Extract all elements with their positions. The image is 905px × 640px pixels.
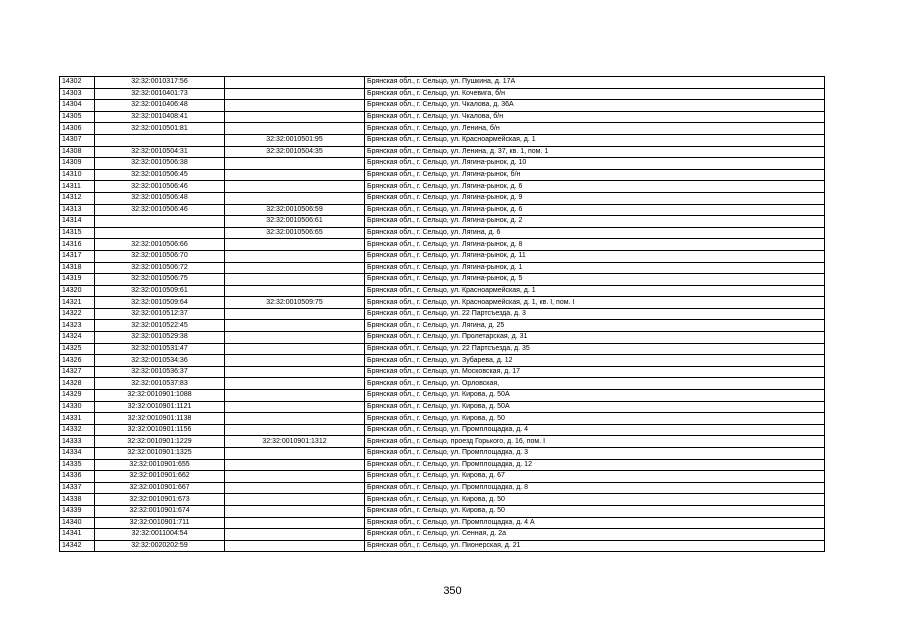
address-cell: Брянская обл., г. Сельцо, ул. Красноармейская, д. 1 [365,134,825,146]
cadastral-number-cell: 32:32:0011004:54 [95,529,225,541]
table-row [60,471,825,483]
row-number-cell: 14336 [60,471,95,483]
address-cell: Брянская обл., г. Сельцо, ул. Промплощадка, д. 4 [365,424,825,436]
cadastral-number-cell: 32:32:0010506:46 [95,204,225,216]
row-number-cell: 14304 [60,100,95,112]
secondary-cadastral-number-cell [225,355,365,367]
cadastral-number-cell: 32:32:0010537:83 [95,378,225,390]
row-number-cell: 14315 [60,227,95,239]
address-cell: Брянская обл., г. Сельцо, ул. Лягина-рынок, д. 6 [365,181,825,193]
row-number-cell: 14338 [60,494,95,506]
table-row [60,285,825,297]
address-cell: Брянская обл., г. Сельцо, ул. Кирова, д. 50 [365,494,825,506]
address-cell: Брянская обл., г. Сельцо, ул. Красноармейская, д. 1 [365,285,825,297]
address-cell: Брянская обл., г. Сельцо, ул. Зубарева, д. 12 [365,355,825,367]
address-cell: Брянская обл., г. Сельцо, ул. Кирова, д. 50А [365,401,825,413]
table-row [60,158,825,170]
secondary-cadastral-number-cell [225,262,365,274]
table-row [60,262,825,274]
address-cell: Брянская обл., г. Сельцо, ул. 22 Партсъезда, д. 35 [365,343,825,355]
address-cell: Брянская обл., г. Сельцо, ул. Лягина-рынок, д. 10 [365,158,825,170]
row-number-cell: 14303 [60,88,95,100]
table-row [60,123,825,135]
cadastral-number-cell: 32:32:0010506:46 [95,181,225,193]
table-row [60,250,825,262]
cadastral-number-cell: 32:32:0010408:41 [95,111,225,123]
table-row [60,111,825,123]
secondary-cadastral-number-cell [225,111,365,123]
address-cell: Брянская обл., г. Сельцо, ул. Красноармейская, д. 1, кв. I, пом. I [365,297,825,309]
row-number-cell: 14326 [60,355,95,367]
address-cell: Брянская обл., г. Сельцо, ул. Кирова, д. 50А [365,390,825,402]
table-row [60,77,825,89]
row-number-cell: 14302 [60,77,95,89]
row-number-cell: 14323 [60,320,95,332]
cadastral-number-cell: 32:32:0010901:655 [95,459,225,471]
cadastral-number-cell: 32:32:0010512:37 [95,308,225,320]
secondary-cadastral-number-cell: 32:32:0010501:95 [225,134,365,146]
secondary-cadastral-number-cell [225,378,365,390]
row-number-cell: 14316 [60,239,95,251]
address-cell: Брянская обл., г. Сельцо, ул. Лягина-рынок, д. 8 [365,239,825,251]
table-row [60,146,825,158]
row-number-cell: 14310 [60,169,95,181]
secondary-cadastral-number-cell [225,494,365,506]
address-cell: Брянская обл., г. Сельцо, ул. Промплощадка, д. 4 А [365,517,825,529]
address-cell: Брянская обл., г. Сельцо, ул. Кирова, д. 50 [365,413,825,425]
row-number-cell: 14339 [60,505,95,517]
secondary-cadastral-number-cell [225,366,365,378]
secondary-cadastral-number-cell: 32:32:0010504:35 [225,146,365,158]
row-number-cell: 14337 [60,482,95,494]
address-cell: Брянская обл., г. Сельцо, ул. Пушкина, д. 17А [365,77,825,89]
table-row [60,390,825,402]
table-row [60,459,825,471]
secondary-cadastral-number-cell [225,424,365,436]
address-cell: Брянская обл., г. Сельцо, ул. Ленина, д. 37, кв. 1, пом. 1 [365,146,825,158]
secondary-cadastral-number-cell [225,540,365,552]
row-number-cell: 14318 [60,262,95,274]
registry-table [59,76,825,552]
cadastral-number-cell: 32:32:0010901:1156 [95,424,225,436]
table-row [60,216,825,228]
secondary-cadastral-number-cell [225,332,365,344]
cadastral-number-cell: 32:32:0010901:711 [95,517,225,529]
table-row [60,192,825,204]
secondary-cadastral-number-cell [225,239,365,251]
cadastral-number-cell: 32:32:0010901:667 [95,482,225,494]
row-number-cell: 14333 [60,436,95,448]
row-number-cell: 14327 [60,366,95,378]
cadastral-number-cell [95,227,225,239]
address-cell: Брянская обл., г. Сельцо, ул. Пролетарская, д. 31 [365,332,825,344]
row-number-cell: 14334 [60,448,95,460]
cadastral-number-cell: 32:32:0010901:673 [95,494,225,506]
cadastral-number-cell: 32:32:0010901:1138 [95,413,225,425]
secondary-cadastral-number-cell [225,459,365,471]
address-cell: Брянская обл., г. Сельцо, ул. Чкалова, д. 36А [365,100,825,112]
table-row [60,401,825,413]
table-row [60,204,825,216]
address-cell: Брянская обл., г. Сельцо, проезд Горького, д. 16, пом. I [365,436,825,448]
table-row [60,424,825,436]
address-cell: Брянская обл., г. Сельцо, ул. Кочевига, б/н [365,88,825,100]
secondary-cadastral-number-cell [225,169,365,181]
cadastral-number-cell: 32:32:0010901:662 [95,471,225,483]
cadastral-number-cell: 32:32:0010506:72 [95,262,225,274]
row-number-cell: 14305 [60,111,95,123]
cadastral-number-cell [95,134,225,146]
table-row [60,355,825,367]
table-row [60,482,825,494]
cadastral-number-cell: 32:32:0010506:45 [95,169,225,181]
table-row [60,274,825,286]
row-number-cell: 14320 [60,285,95,297]
address-cell: Брянская обл., г. Сельцо, ул. Пионерская, д. 21 [365,540,825,552]
table-row [60,343,825,355]
row-number-cell: 14319 [60,274,95,286]
table-row [60,88,825,100]
secondary-cadastral-number-cell [225,77,365,89]
address-cell: Брянская обл., г. Сельцо, ул. Лягина-рынок, д. 2 [365,216,825,228]
row-number-cell: 14321 [60,297,95,309]
cadastral-number-cell: 32:32:0010901:674 [95,505,225,517]
cadastral-number-cell: 32:32:0010522:45 [95,320,225,332]
row-number-cell: 14309 [60,158,95,170]
secondary-cadastral-number-cell: 32:32:0010506:65 [225,227,365,239]
secondary-cadastral-number-cell [225,250,365,262]
cadastral-number-cell: 32:32:0010506:70 [95,250,225,262]
address-cell: Брянская обл., г. Сельцо, ул. 22 Партсъезда, д. 3 [365,308,825,320]
table-row [60,436,825,448]
secondary-cadastral-number-cell [225,482,365,494]
cadastral-number-cell: 32:32:0010509:64 [95,297,225,309]
row-number-cell: 14317 [60,250,95,262]
secondary-cadastral-number-cell [225,285,365,297]
address-cell: Брянская обл., г. Сельцо, ул. Лягина-рынок, б/н [365,169,825,181]
table-row [60,134,825,146]
cadastral-number-cell: 32:32:0010531:47 [95,343,225,355]
cadastral-number-cell: 32:32:0010529:38 [95,332,225,344]
address-cell: Брянская обл., г. Сельцо, ул. Орловская, [365,378,825,390]
row-number-cell: 14322 [60,308,95,320]
table-row [60,448,825,460]
address-cell: Брянская обл., г. Сельцо, ул. Кирова, д. 67 [365,471,825,483]
table-row [60,227,825,239]
row-number-cell: 14332 [60,424,95,436]
cadastral-number-cell: 32:32:0010506:75 [95,274,225,286]
secondary-cadastral-number-cell [225,471,365,483]
cadastral-number-cell: 32:32:0010506:38 [95,158,225,170]
address-cell: Брянская обл., г. Сельцо, ул. Лягина-рынок, д. 9 [365,192,825,204]
secondary-cadastral-number-cell [225,448,365,460]
secondary-cadastral-number-cell [225,517,365,529]
cadastral-number-cell: 32:32:0010506:48 [95,192,225,204]
secondary-cadastral-number-cell [225,529,365,541]
cadastral-number-cell: 32:32:0010901:1325 [95,448,225,460]
row-number-cell: 14342 [60,540,95,552]
address-cell: Брянская обл., г. Сельцо, ул. Лягина-рынок, д. 11 [365,250,825,262]
row-number-cell: 14325 [60,343,95,355]
secondary-cadastral-number-cell [225,100,365,112]
row-number-cell: 14329 [60,390,95,402]
row-number-cell: 14340 [60,517,95,529]
row-number-cell: 14314 [60,216,95,228]
row-number-cell: 14306 [60,123,95,135]
cadastral-number-cell: 32:32:0010534:36 [95,355,225,367]
address-cell: Брянская обл., г. Сельцо, ул. Ленина, б/н [365,123,825,135]
table-row [60,100,825,112]
secondary-cadastral-number-cell [225,390,365,402]
table-row [60,540,825,552]
cadastral-number-cell: 32:32:0010536:37 [95,366,225,378]
cadastral-number-cell [95,216,225,228]
cadastral-number-cell: 32:32:0010901:1088 [95,390,225,402]
secondary-cadastral-number-cell: 32:32:0010506:61 [225,216,365,228]
secondary-cadastral-number-cell [225,343,365,355]
row-number-cell: 14324 [60,332,95,344]
row-number-cell: 14341 [60,529,95,541]
row-number-cell: 14330 [60,401,95,413]
address-cell: Брянская обл., г. Сельцо, ул. Лягина, д. 25 [365,320,825,332]
cadastral-number-cell: 32:32:0010401:73 [95,88,225,100]
cadastral-number-cell: 32:32:0010901:1229 [95,436,225,448]
table-row [60,169,825,181]
table-row [60,413,825,425]
table-row [60,529,825,541]
row-number-cell: 14311 [60,181,95,193]
secondary-cadastral-number-cell [225,192,365,204]
address-cell: Брянская обл., г. Сельцо, ул. Лягина, д. 6 [365,227,825,239]
secondary-cadastral-number-cell [225,274,365,286]
table-row [60,332,825,344]
address-cell: Брянская обл., г. Сельцо, ул. Кирова, д. 50 [365,505,825,517]
registry-table-body [60,77,825,552]
table-row [60,494,825,506]
secondary-cadastral-number-cell: 32:32:0010509:75 [225,297,365,309]
secondary-cadastral-number-cell: 32:32:0010506:59 [225,204,365,216]
table-row [60,378,825,390]
secondary-cadastral-number-cell [225,181,365,193]
address-cell: Брянская обл., г. Сельцо, ул. Лягина-рынок, д. 1 [365,262,825,274]
table-row [60,366,825,378]
secondary-cadastral-number-cell [225,413,365,425]
address-cell: Брянская обл., г. Сельцо, ул. Промплощадка, д. 12 [365,459,825,471]
secondary-cadastral-number-cell: 32:32:0010901:1312 [225,436,365,448]
table-row [60,517,825,529]
secondary-cadastral-number-cell [225,308,365,320]
page-number: 350 [443,585,462,597]
row-number-cell: 14312 [60,192,95,204]
secondary-cadastral-number-cell [225,320,365,332]
address-cell: Брянская обл., г. Сельцо, ул. Промплощадка, д. 3 [365,448,825,460]
cadastral-number-cell: 32:32:0020202:59 [95,540,225,552]
address-cell: Брянская обл., г. Сельцо, ул. Сенная, д. 2а [365,529,825,541]
table-row [60,297,825,309]
row-number-cell: 14307 [60,134,95,146]
secondary-cadastral-number-cell [225,158,365,170]
secondary-cadastral-number-cell [225,401,365,413]
row-number-cell: 14328 [60,378,95,390]
row-number-cell: 14331 [60,413,95,425]
address-cell: Брянская обл., г. Сельцо, ул. Чкалова, б/н [365,111,825,123]
table-row [60,308,825,320]
table-row [60,505,825,517]
address-cell: Брянская обл., г. Сельцо, ул. Лягина-рынок, д. 6 [365,204,825,216]
row-number-cell: 14335 [60,459,95,471]
cadastral-number-cell: 32:32:0010406:48 [95,100,225,112]
address-cell: Брянская обл., г. Сельцо, ул. Лягина-рынок, д. 5 [365,274,825,286]
secondary-cadastral-number-cell [225,123,365,135]
secondary-cadastral-number-cell [225,88,365,100]
table-row [60,239,825,251]
address-cell: Брянская обл., г. Сельцо, ул. Московская, д. 17 [365,366,825,378]
cadastral-number-cell: 32:32:0010317:56 [95,77,225,89]
cadastral-number-cell: 32:32:0010504:31 [95,146,225,158]
cadastral-number-cell: 32:32:0010509:61 [95,285,225,297]
secondary-cadastral-number-cell [225,505,365,517]
row-number-cell: 14308 [60,146,95,158]
cadastral-number-cell: 32:32:0010506:66 [95,239,225,251]
cadastral-number-cell: 32:32:0010501:81 [95,123,225,135]
cadastral-number-cell: 32:32:0010901:1121 [95,401,225,413]
table-row [60,181,825,193]
table-row [60,320,825,332]
row-number-cell: 14313 [60,204,95,216]
address-cell: Брянская обл., г. Сельцо, ул. Промплощадка, д. 8 [365,482,825,494]
